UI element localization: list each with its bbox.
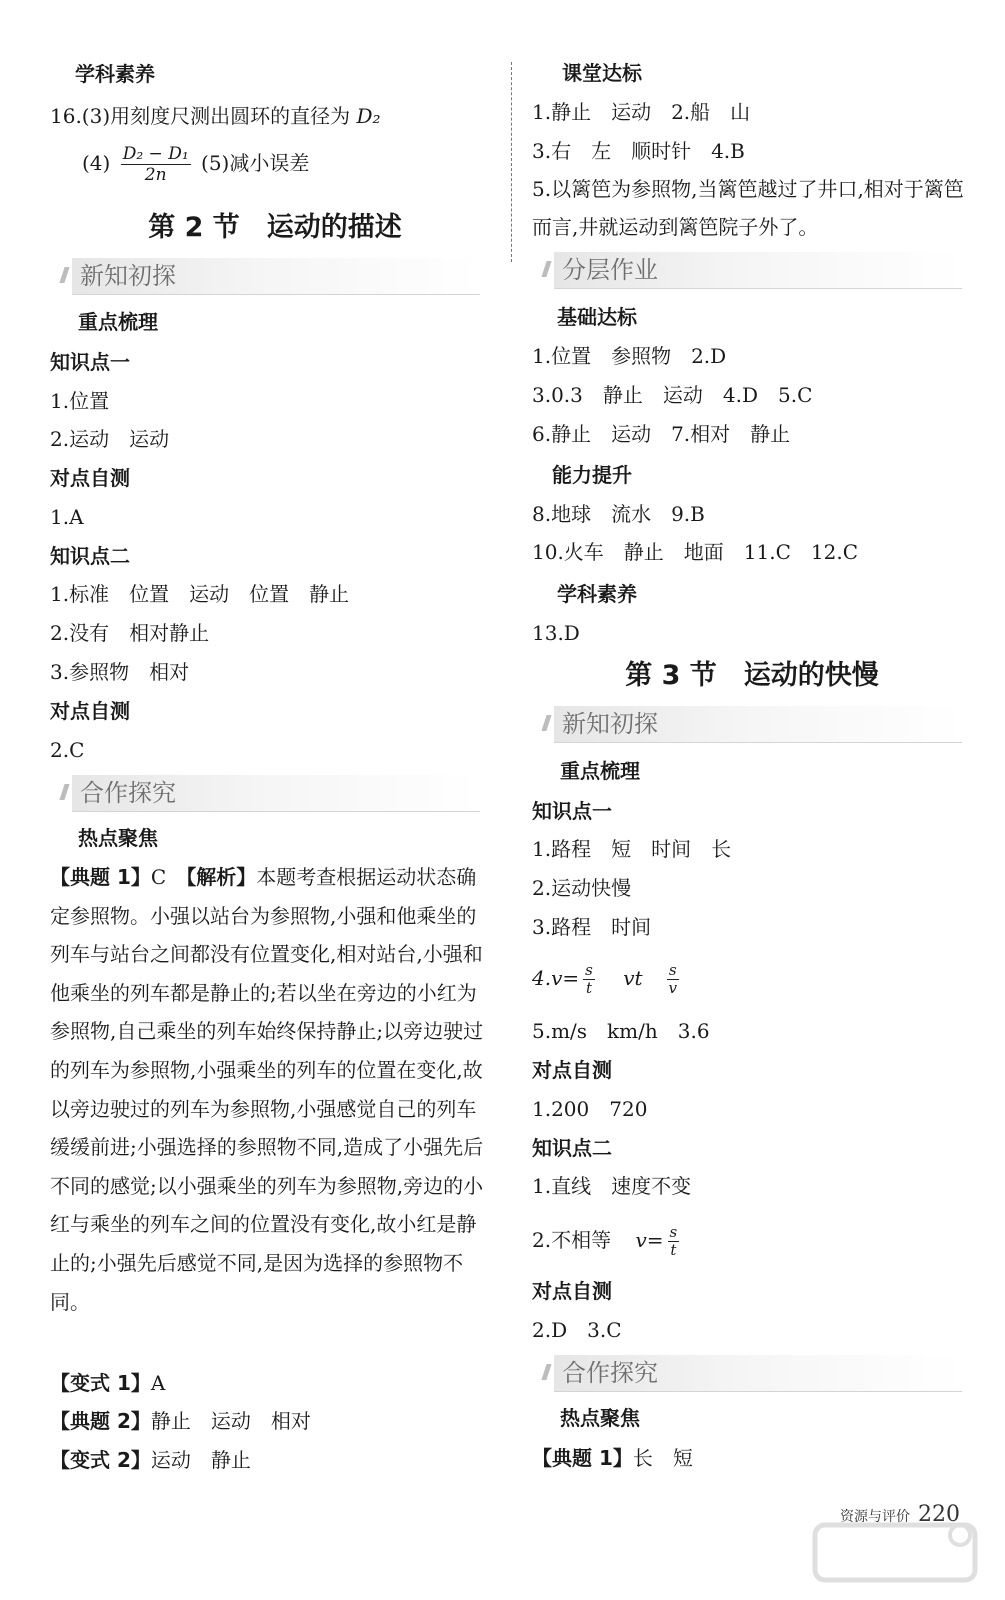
self-test1-item: 1.A	[50, 505, 84, 529]
heading-class-goal: 课堂达标	[562, 61, 642, 85]
r-self-test1: 1.200 720	[532, 1097, 648, 1121]
r-kp1-item4	[532, 954, 683, 1002]
frac-num-s: s	[585, 961, 593, 979]
band-layered-homework: 分层作业	[554, 252, 962, 289]
example2	[50, 1407, 311, 1435]
variant2	[50, 1446, 251, 1474]
section-2-title: 第 2 节 运动的描述	[148, 212, 402, 243]
r-kp1-item5: 5.m/s km/h 3.6	[532, 1019, 710, 1043]
page-number: 220	[918, 1502, 960, 1527]
variant1-tag: 【变式 1】	[50, 1371, 151, 1395]
r-kp2-item1: 1.直线 速度不变	[532, 1174, 692, 1198]
heading-kp2: 知识点二	[50, 544, 130, 568]
q16-fraction	[121, 144, 191, 185]
heading-self-test-r1: 对点自测	[532, 1058, 612, 1082]
class-item3: 3.右 左 顺时针 4.B	[532, 139, 745, 163]
heading-kp2-r: 知识点二	[532, 1136, 612, 1160]
example1-tag: 【典题 1】	[50, 865, 151, 889]
band-cooperative-2: 合作探究	[554, 1355, 962, 1392]
example1-answer: C	[150, 865, 187, 889]
q16-numerator: D₂ − D₁	[122, 144, 189, 164]
variant1	[50, 1369, 165, 1397]
frac-num-s3: s	[669, 1223, 678, 1241]
r-example1	[532, 1444, 693, 1472]
heading-self-test-r2: 对点自测	[532, 1279, 612, 1303]
r-kp1-item1: 1.路程 短 时间 长	[532, 837, 732, 861]
fraction-s-over-t-2	[668, 1224, 680, 1259]
heading-self-test2: 对点自测	[50, 699, 130, 723]
hw-item3: 3.0.3 静止 运动 4.D 5.C	[532, 383, 813, 407]
r-kp2-item2-text: 2.不相等	[532, 1228, 612, 1252]
r-kp1-item2: 2.运动快慢	[532, 876, 632, 900]
kp1-item2: 2.运动 运动	[50, 427, 170, 451]
example1-paragraph	[50, 858, 490, 1321]
hw-item10: 10.火车 静止 地面 11.C 12.C	[532, 540, 859, 564]
heading-key-points: 重点梳理	[78, 310, 158, 334]
kp2-item3: 3.参照物 相对	[50, 660, 190, 684]
heading-kp1-2: 知识点一	[532, 799, 612, 823]
page-footer	[840, 1502, 960, 1527]
heading-ability: 能力提升	[552, 463, 632, 487]
hw-item6: 6.静止 运动 7.相对 静止	[532, 422, 791, 446]
q16-d2: D₂	[356, 104, 381, 128]
frac-den-t: t	[585, 979, 592, 997]
section-3-title: 第 3 节 运动的快慢	[625, 660, 879, 691]
kp2-item1: 1.标准 位置 运动 位置 静止	[50, 582, 350, 606]
formula-v-eq: 4.v=	[532, 966, 580, 990]
analysis-tag: 【解析】	[186, 865, 257, 889]
q16-denominator: 2n	[144, 165, 167, 185]
example2-answer: 静止 运动 相对	[150, 1409, 311, 1433]
heading-basic: 基础达标	[557, 305, 637, 329]
variant2-answer: 运动 静止	[150, 1448, 251, 1472]
frac-den-v: v	[668, 979, 677, 997]
hw-item1: 1.位置 参照物 2.D	[532, 344, 727, 368]
heading-self-test1: 对点自测	[50, 466, 130, 490]
heading-hot-focus-2: 热点聚焦	[560, 1406, 640, 1430]
heading-literacy: 学科素养	[557, 582, 637, 606]
frac-num-s2: s	[668, 961, 677, 979]
hw-item8: 8.地球 流水 9.B	[532, 502, 705, 526]
fraction-s-over-v	[667, 962, 679, 997]
band-new-knowledge: 新知初探	[72, 258, 480, 295]
frac-den-t2: t	[670, 1241, 677, 1259]
class-item5-text: 5.以篱笆为参照物,当篱笆越过了井口,相对于篱笆而言,井就运动到篱笆院子外了。	[532, 177, 964, 239]
r-kp1-item3: 3.路程 时间	[532, 915, 652, 939]
class-item1: 1.静止 运动 2.船 山	[532, 100, 751, 124]
formula-vt: vt	[623, 966, 643, 990]
q16-text: 16.(3)用刻度尺测出圆环的直径为	[50, 104, 351, 128]
q16-line2	[82, 140, 309, 186]
band-new-knowledge-2: 新知初探	[554, 706, 962, 743]
q16-part4: (4)	[82, 151, 111, 175]
heading-hot-focus: 热点聚焦	[78, 826, 158, 850]
kp1-item1: 1.位置	[50, 389, 110, 413]
kp2-item2: 2.没有 相对静止	[50, 621, 210, 645]
r-kp2-item2	[532, 1216, 683, 1264]
hw-item13: 13.D	[532, 621, 580, 645]
analysis-text: 本题考查根据运动状态确定参照物。小强以站台为参照物,小强和他乘坐的列车与站台之间都没有位置变化,相对站台,小强和他乘坐的列车都是静止的;若以坐在旁边的小红为参照物,自己乘坐的列车始终保持静止;以旁边驶过的列车为参照物,小强乘坐的列车的位置在变化,故以旁边驶过的列车为参照物,小强感觉自己的列车缓缓前进;小强选择的参照物不同,造成了小强先后不同的感觉;以小强乘坐的列车为参照物,旁边的小红与乘坐的列车之间的位置没有变化,故小红是静止的;小强先后感觉不同,是因为选择的参照物不同。	[50, 865, 484, 1314]
column-divider	[511, 62, 512, 262]
heading-key-points-2: 重点梳理	[560, 759, 640, 783]
q16-part5: (5)减小误差	[201, 151, 310, 175]
heading-xksy: 学科素养	[75, 62, 155, 86]
band-cooperative: 合作探究	[72, 775, 480, 812]
r-example1-answer: 长 短	[632, 1446, 693, 1470]
variant2-tag: 【变式 2】	[50, 1448, 151, 1472]
footer-label: 资源与评价	[840, 1509, 910, 1525]
r-self-test2: 2.D 3.C	[532, 1318, 622, 1342]
example2-tag: 【典题 2】	[50, 1409, 151, 1433]
formula-v-eq-2: v=	[635, 1228, 664, 1252]
class-item5	[532, 170, 972, 246]
variant1-answer: A	[150, 1371, 166, 1395]
r-example1-tag: 【典题 1】	[532, 1446, 633, 1470]
q16-line1	[50, 102, 381, 130]
fraction-s-over-t	[583, 962, 595, 997]
heading-kp1: 知识点一	[50, 350, 130, 374]
self-test2-item: 2.C	[50, 738, 85, 762]
